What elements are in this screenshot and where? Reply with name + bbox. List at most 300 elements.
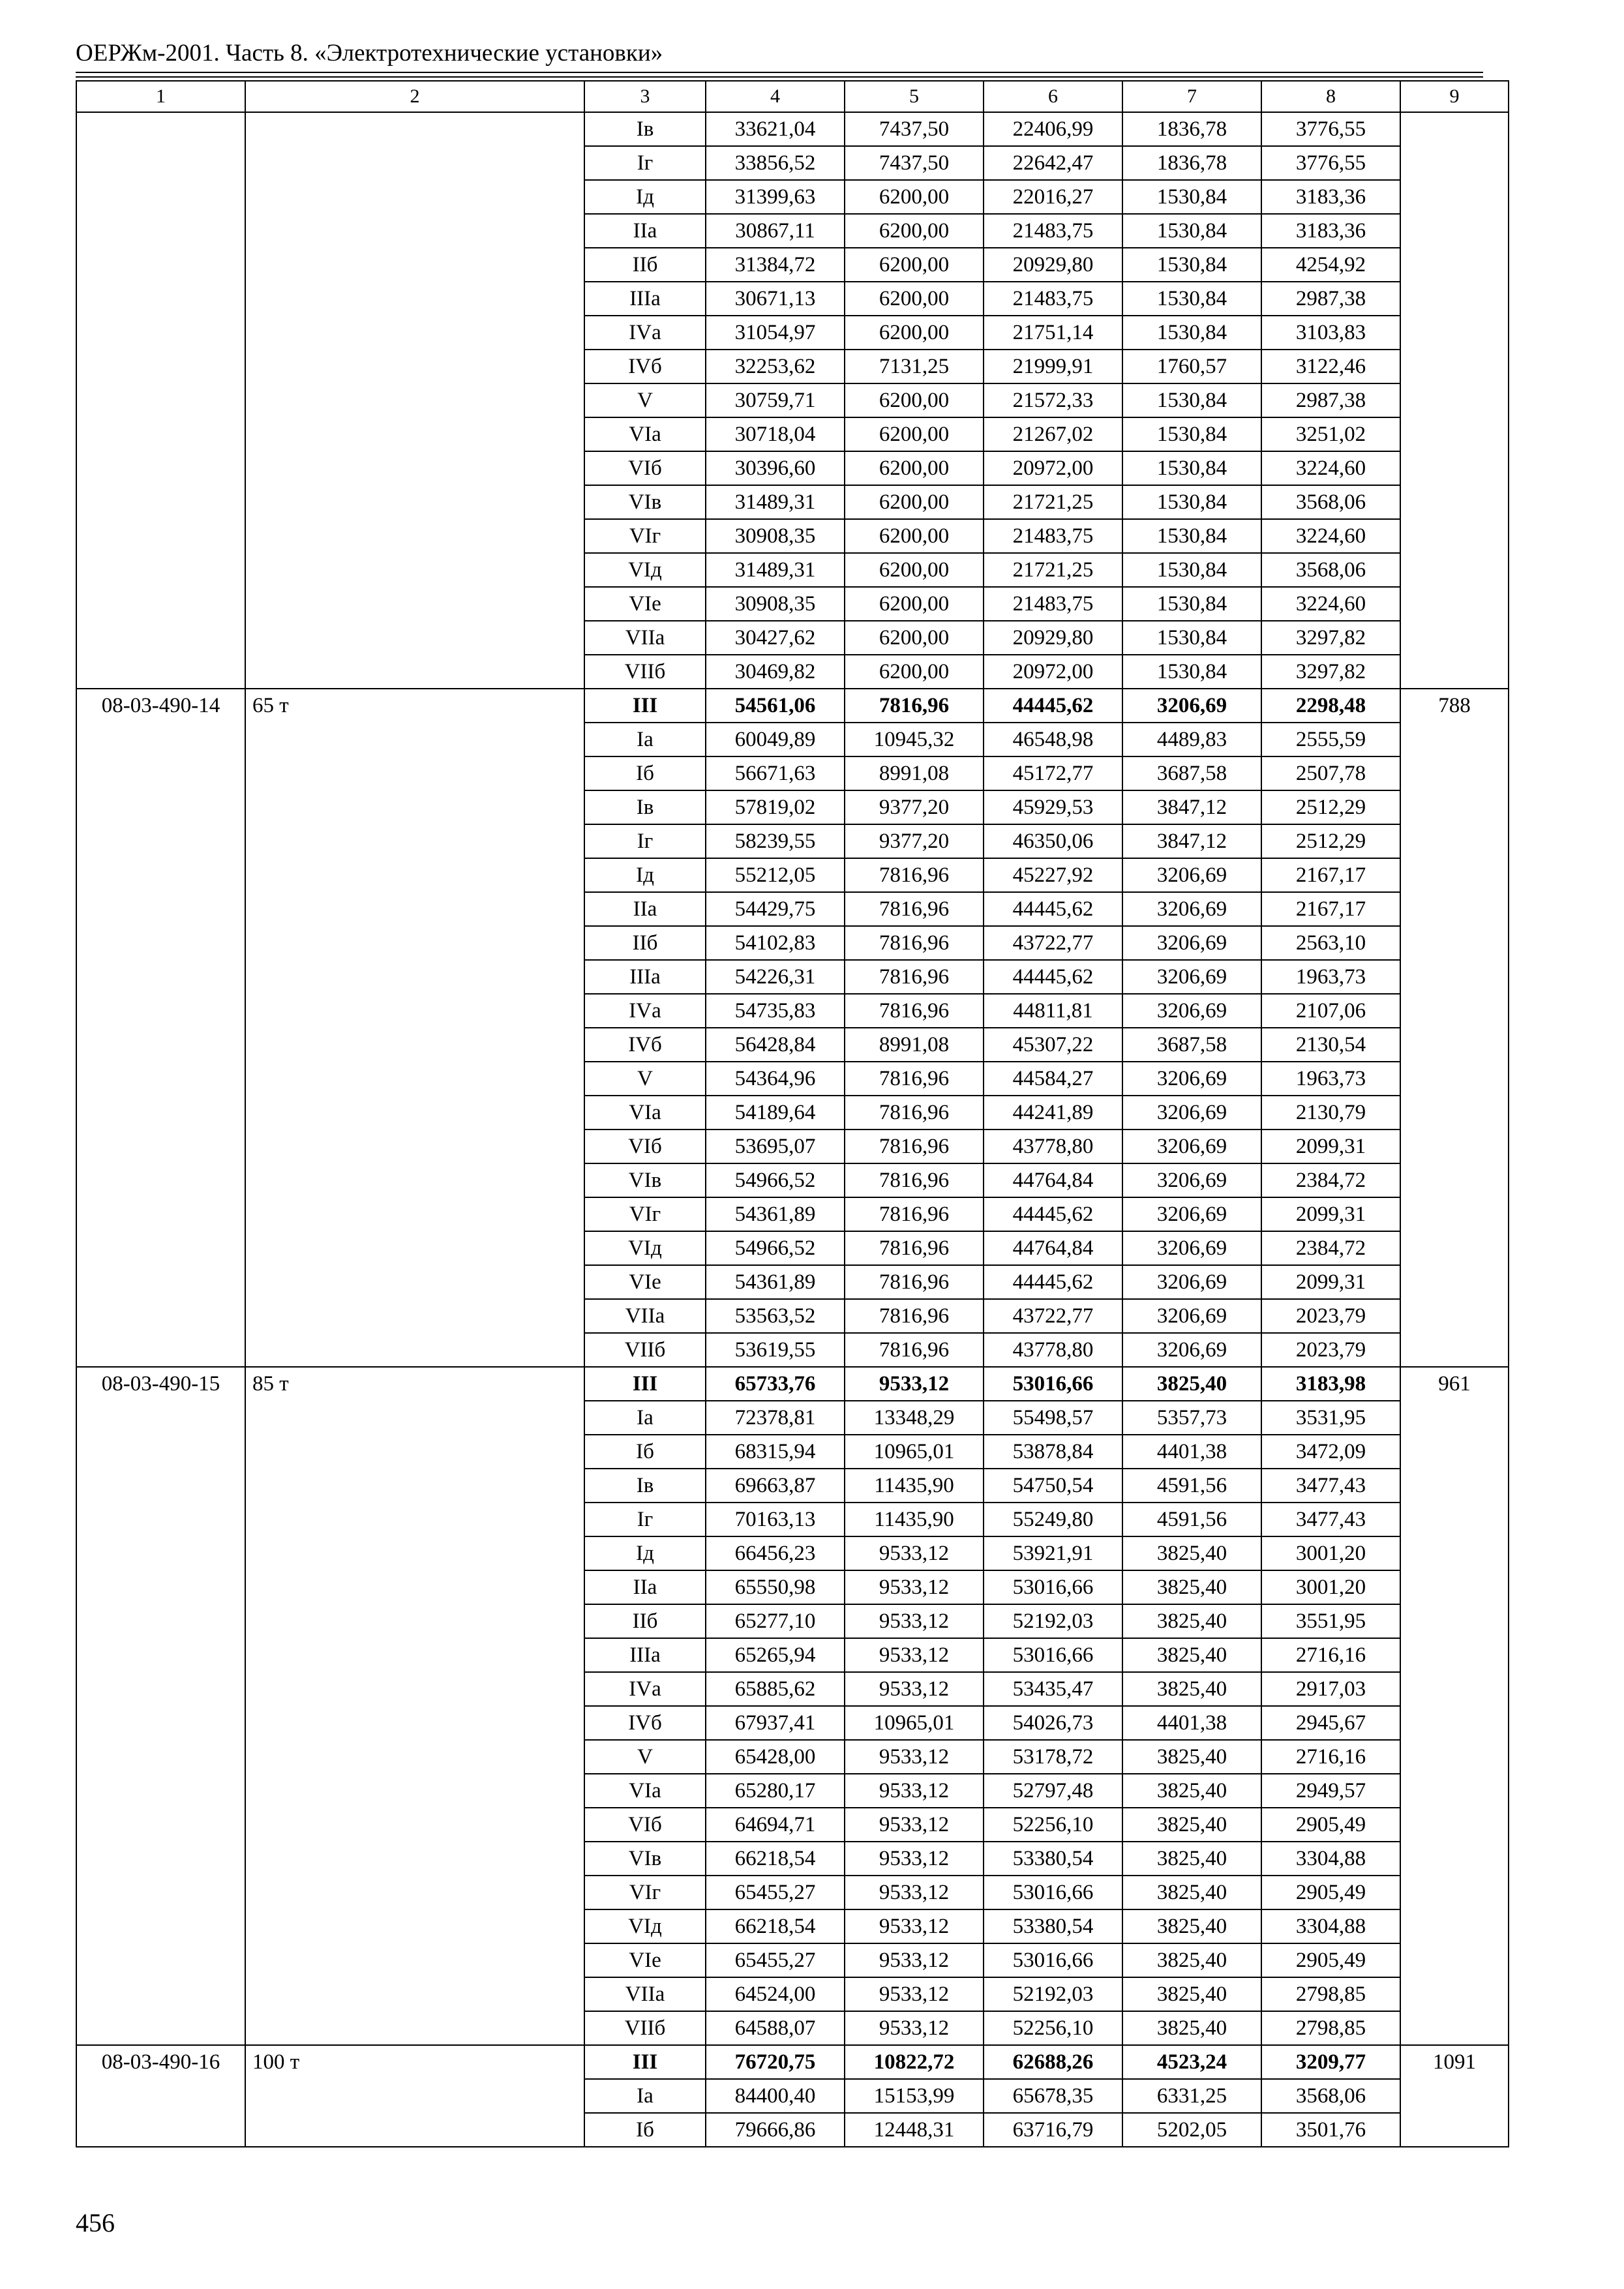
column-number-6: 6: [984, 81, 1122, 112]
zone-cell: IIа: [584, 892, 706, 926]
value-cell-5: 10945,32: [845, 723, 984, 756]
value-cell-5: 9533,12: [845, 1570, 984, 1604]
value-cell-7: 3825,40: [1122, 1638, 1261, 1672]
value-cell-4: 69663,87: [706, 1469, 845, 1503]
value-cell-6: 53016,66: [984, 1876, 1122, 1909]
rate-description-cell: 100 т: [245, 2045, 584, 2147]
value-cell-5: 7816,96: [845, 1265, 984, 1299]
value-cell-6: 44445,62: [984, 1197, 1122, 1231]
zone-cell: VIв: [584, 485, 706, 519]
zone-cell: VIе: [584, 1943, 706, 1977]
zone-cell: VIа: [584, 417, 706, 451]
value-cell-8: 3209,77: [1261, 2045, 1400, 2079]
value-cell-6: 53016,66: [984, 1943, 1122, 1977]
value-cell-8: 2107,06: [1261, 994, 1400, 1028]
value-cell-4: 54361,89: [706, 1265, 845, 1299]
value-cell-7: 3825,40: [1122, 1536, 1261, 1570]
value-cell-5: 10965,01: [845, 1435, 984, 1469]
table-row: [76, 2045, 1509, 2079]
value-cell-7: 1530,84: [1122, 214, 1261, 248]
value-cell-7: 3825,40: [1122, 1876, 1261, 1909]
value-cell-7: 1530,84: [1122, 316, 1261, 350]
value-cell-4: 33621,04: [706, 112, 845, 146]
value-cell-6: 20929,80: [984, 621, 1122, 655]
value-cell-6: 21267,02: [984, 417, 1122, 451]
zone-cell: Iг: [584, 824, 706, 858]
value-cell-8: 3001,20: [1261, 1570, 1400, 1604]
table-row: [76, 1367, 1509, 1401]
value-cell-6: 44445,62: [984, 689, 1122, 723]
value-cell-8: 2949,57: [1261, 1774, 1400, 1808]
column-9-cell: 788: [1400, 689, 1509, 1367]
rate-description-cell: 85 т: [245, 1367, 584, 2045]
value-cell-7: 3206,69: [1122, 1197, 1261, 1231]
value-cell-6: 43722,77: [984, 926, 1122, 960]
value-cell-5: 6200,00: [845, 587, 984, 621]
zone-cell: VIа: [584, 1774, 706, 1808]
value-cell-6: 53016,66: [984, 1638, 1122, 1672]
value-cell-4: 65885,62: [706, 1672, 845, 1706]
value-cell-4: 56428,84: [706, 1028, 845, 1062]
value-cell-6: 21999,91: [984, 350, 1122, 383]
value-cell-7: 4401,38: [1122, 1435, 1261, 1469]
value-cell-5: 7816,96: [845, 926, 984, 960]
value-cell-8: 3224,60: [1261, 451, 1400, 485]
zone-cell: Iб: [584, 2113, 706, 2147]
value-cell-4: 58239,55: [706, 824, 845, 858]
column-number-7: 7: [1122, 81, 1261, 112]
value-cell-6: 55498,57: [984, 1401, 1122, 1435]
value-cell-6: 54026,73: [984, 1706, 1122, 1740]
value-cell-5: 10822,72: [845, 2045, 984, 2079]
value-cell-6: 53380,54: [984, 1842, 1122, 1876]
value-cell-4: 54966,52: [706, 1163, 845, 1197]
zone-cell: IIа: [584, 1570, 706, 1604]
value-cell-5: 9533,12: [845, 1367, 984, 1401]
zone-cell: VIе: [584, 1265, 706, 1299]
value-cell-7: 3825,40: [1122, 1570, 1261, 1604]
value-cell-7: 3847,12: [1122, 790, 1261, 824]
value-cell-4: 54189,64: [706, 1096, 845, 1130]
value-cell-4: 31489,31: [706, 553, 845, 587]
value-cell-7: 3206,69: [1122, 689, 1261, 723]
zone-cell: VIв: [584, 1163, 706, 1197]
value-cell-6: 53878,84: [984, 1435, 1122, 1469]
value-cell-8: 3472,09: [1261, 1435, 1400, 1469]
value-cell-4: 65550,98: [706, 1570, 845, 1604]
value-cell-5: 6200,00: [845, 485, 984, 519]
value-cell-5: 7816,96: [845, 994, 984, 1028]
value-cell-8: 3477,43: [1261, 1469, 1400, 1503]
value-cell-4: 55212,05: [706, 858, 845, 892]
value-cell-5: 9533,12: [845, 1842, 984, 1876]
value-cell-6: 44584,27: [984, 1062, 1122, 1096]
zone-cell: IIб: [584, 926, 706, 960]
value-cell-7: 3206,69: [1122, 1333, 1261, 1367]
zone-cell: VIIб: [584, 2011, 706, 2045]
value-cell-8: 2099,31: [1261, 1130, 1400, 1163]
value-cell-6: 22406,99: [984, 112, 1122, 146]
value-cell-5: 7816,96: [845, 1062, 984, 1096]
value-cell-7: 3206,69: [1122, 892, 1261, 926]
zone-cell: VIа: [584, 1096, 706, 1130]
value-cell-6: 46350,06: [984, 824, 1122, 858]
column-number-4: 4: [706, 81, 845, 112]
zone-cell: VIд: [584, 1909, 706, 1943]
value-cell-5: 9533,12: [845, 2011, 984, 2045]
zone-cell: Iд: [584, 858, 706, 892]
value-cell-6: 44241,89: [984, 1096, 1122, 1130]
value-cell-4: 65277,10: [706, 1604, 845, 1638]
value-cell-4: 54735,83: [706, 994, 845, 1028]
zone-cell: IIIа: [584, 960, 706, 994]
zone-cell: VIIб: [584, 655, 706, 689]
value-cell-5: 9533,12: [845, 1943, 984, 1977]
value-cell-5: 7816,96: [845, 1231, 984, 1265]
zone-cell: V: [584, 1740, 706, 1774]
value-cell-7: 1530,84: [1122, 519, 1261, 553]
value-cell-8: 2384,72: [1261, 1231, 1400, 1265]
zone-cell: IVб: [584, 1028, 706, 1062]
zone-cell: Iг: [584, 1503, 706, 1536]
value-cell-4: 54364,96: [706, 1062, 845, 1096]
value-cell-5: 9377,20: [845, 824, 984, 858]
value-cell-5: 12448,31: [845, 2113, 984, 2147]
value-cell-5: 6200,00: [845, 180, 984, 214]
value-cell-8: 3183,36: [1261, 180, 1400, 214]
value-cell-8: 2798,85: [1261, 2011, 1400, 2045]
value-cell-6: 53380,54: [984, 1909, 1122, 1943]
zone-cell: VIг: [584, 519, 706, 553]
value-cell-6: 52797,48: [984, 1774, 1122, 1808]
value-cell-6: 21721,25: [984, 485, 1122, 519]
value-cell-7: 3687,58: [1122, 756, 1261, 790]
zone-cell: Iа: [584, 723, 706, 756]
column-number-8: 8: [1261, 81, 1400, 112]
rate-code-cell: [76, 112, 245, 689]
zone-cell: IVа: [584, 994, 706, 1028]
value-cell-5: 6200,00: [845, 417, 984, 451]
value-cell-8: 2512,29: [1261, 824, 1400, 858]
value-cell-5: 6200,00: [845, 248, 984, 282]
value-cell-5: 9533,12: [845, 1808, 984, 1842]
zone-cell: VIб: [584, 1808, 706, 1842]
value-cell-4: 65733,76: [706, 1367, 845, 1401]
value-cell-6: 20972,00: [984, 655, 1122, 689]
value-cell-8: 3568,06: [1261, 553, 1400, 587]
value-cell-8: 3103,83: [1261, 316, 1400, 350]
value-cell-7: 3847,12: [1122, 824, 1261, 858]
value-cell-8: 2023,79: [1261, 1333, 1400, 1367]
value-cell-5: 7816,96: [845, 1096, 984, 1130]
value-cell-6: 53921,91: [984, 1536, 1122, 1570]
value-cell-7: 3825,40: [1122, 1604, 1261, 1638]
value-cell-8: 2384,72: [1261, 1163, 1400, 1197]
value-cell-5: 9533,12: [845, 1604, 984, 1638]
value-cell-6: 63716,79: [984, 2113, 1122, 2147]
value-cell-6: 45307,22: [984, 1028, 1122, 1062]
zone-cell: Iд: [584, 180, 706, 214]
value-cell-4: 33856,52: [706, 146, 845, 180]
value-cell-4: 30908,35: [706, 519, 845, 553]
value-cell-8: 3001,20: [1261, 1536, 1400, 1570]
price-table-wrapper: [76, 80, 1509, 2147]
value-cell-6: 52192,03: [984, 1977, 1122, 2011]
value-cell-4: 66218,54: [706, 1909, 845, 1943]
value-cell-6: 20972,00: [984, 451, 1122, 485]
value-cell-4: 30396,60: [706, 451, 845, 485]
zone-cell: V: [584, 383, 706, 417]
zone-cell: VIд: [584, 553, 706, 587]
value-cell-4: 68315,94: [706, 1435, 845, 1469]
value-cell-8: 2130,79: [1261, 1096, 1400, 1130]
zone-cell: Iг: [584, 146, 706, 180]
value-cell-7: 1530,84: [1122, 451, 1261, 485]
rate-description-cell: 65 т: [245, 689, 584, 1367]
value-cell-4: 53695,07: [706, 1130, 845, 1163]
value-cell-5: 13348,29: [845, 1401, 984, 1435]
value-cell-7: 6331,25: [1122, 2079, 1261, 2113]
value-cell-5: 8991,08: [845, 1028, 984, 1062]
zone-cell: VIг: [584, 1197, 706, 1231]
zone-cell: Iб: [584, 1435, 706, 1469]
value-cell-7: 5357,73: [1122, 1401, 1261, 1435]
value-cell-7: 4591,56: [1122, 1503, 1261, 1536]
value-cell-5: 6200,00: [845, 316, 984, 350]
value-cell-7: 1530,84: [1122, 383, 1261, 417]
value-cell-8: 3297,82: [1261, 655, 1400, 689]
value-cell-4: 53619,55: [706, 1333, 845, 1367]
zone-cell: IVа: [584, 316, 706, 350]
value-cell-8: 2507,78: [1261, 756, 1400, 790]
value-cell-8: 2917,03: [1261, 1672, 1400, 1706]
value-cell-5: 7816,96: [845, 689, 984, 723]
value-cell-7: 5202,05: [1122, 2113, 1261, 2147]
zone-cell: Iа: [584, 1401, 706, 1435]
value-cell-5: 9533,12: [845, 1638, 984, 1672]
document-header-title: ОЕРЖм-2001. Часть 8. «Электротехнические установки»: [76, 40, 663, 67]
value-cell-8: 2905,49: [1261, 1876, 1400, 1909]
value-cell-5: 7816,96: [845, 1333, 984, 1367]
zone-cell: III: [584, 689, 706, 723]
zone-cell: IIб: [584, 1604, 706, 1638]
value-cell-5: 6200,00: [845, 621, 984, 655]
zone-cell: Iв: [584, 1469, 706, 1503]
value-cell-5: 6200,00: [845, 383, 984, 417]
value-cell-5: 7816,96: [845, 858, 984, 892]
rate-code-cell: 08-03-490-15: [76, 1367, 245, 2045]
value-cell-5: 8991,08: [845, 756, 984, 790]
value-cell-4: 76720,75: [706, 2045, 845, 2079]
value-cell-8: 3122,46: [1261, 350, 1400, 383]
page-number: 456: [76, 2208, 115, 2237]
zone-cell: VIIа: [584, 621, 706, 655]
value-cell-8: 2023,79: [1261, 1299, 1400, 1333]
value-cell-7: 3206,69: [1122, 1163, 1261, 1197]
value-cell-7: 4591,56: [1122, 1469, 1261, 1503]
value-cell-8: 3776,55: [1261, 146, 1400, 180]
value-cell-6: 21721,25: [984, 553, 1122, 587]
value-cell-7: 1530,84: [1122, 180, 1261, 214]
value-cell-4: 60049,89: [706, 723, 845, 756]
value-cell-8: 2716,16: [1261, 1740, 1400, 1774]
value-cell-4: 67937,41: [706, 1706, 845, 1740]
table-header-row: [76, 81, 1509, 112]
value-cell-7: 3825,40: [1122, 1842, 1261, 1876]
value-cell-5: 9377,20: [845, 790, 984, 824]
value-cell-4: 53563,52: [706, 1299, 845, 1333]
value-cell-5: 10965,01: [845, 1706, 984, 1740]
value-cell-7: 3206,69: [1122, 858, 1261, 892]
value-cell-8: 1963,73: [1261, 1062, 1400, 1096]
value-cell-4: 56671,63: [706, 756, 845, 790]
value-cell-8: 3251,02: [1261, 417, 1400, 451]
value-cell-7: 3206,69: [1122, 1130, 1261, 1163]
zone-cell: VIIа: [584, 1299, 706, 1333]
value-cell-7: 3825,40: [1122, 1367, 1261, 1401]
value-cell-6: 54750,54: [984, 1469, 1122, 1503]
value-cell-5: 7816,96: [845, 1130, 984, 1163]
value-cell-6: 44445,62: [984, 960, 1122, 994]
column-number-5: 5: [845, 81, 984, 112]
zone-cell: VIе: [584, 587, 706, 621]
value-cell-5: 7437,50: [845, 112, 984, 146]
value-cell-6: 43778,80: [984, 1333, 1122, 1367]
value-cell-6: 44764,84: [984, 1163, 1122, 1197]
value-cell-6: 22642,47: [984, 146, 1122, 180]
value-cell-8: 2716,16: [1261, 1638, 1400, 1672]
column-9-cell: 1091: [1400, 2045, 1509, 2147]
value-cell-7: 1530,84: [1122, 248, 1261, 282]
zone-cell: IVб: [584, 350, 706, 383]
value-cell-5: 9533,12: [845, 1909, 984, 1943]
value-cell-6: 44445,62: [984, 1265, 1122, 1299]
value-cell-6: 44811,81: [984, 994, 1122, 1028]
value-cell-5: 6200,00: [845, 214, 984, 248]
value-cell-4: 31399,63: [706, 180, 845, 214]
zone-cell: VIв: [584, 1842, 706, 1876]
value-cell-8: 3776,55: [1261, 112, 1400, 146]
value-cell-7: 1530,84: [1122, 655, 1261, 689]
value-cell-4: 66218,54: [706, 1842, 845, 1876]
value-cell-4: 30759,71: [706, 383, 845, 417]
value-cell-5: 9533,12: [845, 1672, 984, 1706]
value-cell-7: 1836,78: [1122, 112, 1261, 146]
value-cell-6: 55249,80: [984, 1503, 1122, 1536]
value-cell-4: 30908,35: [706, 587, 845, 621]
value-cell-8: 3224,60: [1261, 519, 1400, 553]
value-cell-5: 9533,12: [845, 1536, 984, 1570]
value-cell-8: 2555,59: [1261, 723, 1400, 756]
value-cell-6: 43722,77: [984, 1299, 1122, 1333]
header-rule-bottom: [76, 76, 1483, 78]
value-cell-4: 31054,97: [706, 316, 845, 350]
zone-cell: IVб: [584, 1706, 706, 1740]
value-cell-7: 4489,83: [1122, 723, 1261, 756]
value-cell-7: 3825,40: [1122, 1977, 1261, 2011]
rate-code-cell: 08-03-490-16: [76, 2045, 245, 2147]
zone-cell: VIд: [584, 1231, 706, 1265]
value-cell-7: 4401,38: [1122, 1706, 1261, 1740]
value-cell-8: 2798,85: [1261, 1977, 1400, 2011]
value-cell-7: 1530,84: [1122, 587, 1261, 621]
value-cell-8: 3531,95: [1261, 1401, 1400, 1435]
zone-cell: Iб: [584, 756, 706, 790]
value-cell-7: 1760,57: [1122, 350, 1261, 383]
header-rule-top: [76, 72, 1483, 73]
value-cell-7: 3206,69: [1122, 994, 1261, 1028]
value-cell-4: 30427,62: [706, 621, 845, 655]
value-cell-6: 53178,72: [984, 1740, 1122, 1774]
value-cell-5: 7816,96: [845, 1163, 984, 1197]
value-cell-6: 52256,10: [984, 2011, 1122, 2045]
value-cell-7: 3825,40: [1122, 1774, 1261, 1808]
value-cell-8: 1963,73: [1261, 960, 1400, 994]
value-cell-6: 44445,62: [984, 892, 1122, 926]
value-cell-4: 31384,72: [706, 248, 845, 282]
value-cell-7: 3206,69: [1122, 926, 1261, 960]
value-cell-6: 53435,47: [984, 1672, 1122, 1706]
column-number-2: 2: [245, 81, 584, 112]
value-cell-5: 6200,00: [845, 553, 984, 587]
value-cell-4: 54226,31: [706, 960, 845, 994]
value-cell-7: 1530,84: [1122, 621, 1261, 655]
column-number-3: 3: [584, 81, 706, 112]
value-cell-7: 1530,84: [1122, 282, 1261, 316]
value-cell-7: 3825,40: [1122, 1808, 1261, 1842]
value-cell-4: 65428,00: [706, 1740, 845, 1774]
zone-cell: III: [584, 1367, 706, 1401]
value-cell-7: 3206,69: [1122, 1265, 1261, 1299]
value-cell-5: 9533,12: [845, 1774, 984, 1808]
zone-cell: VIг: [584, 1876, 706, 1909]
zone-cell: IVа: [584, 1672, 706, 1706]
value-cell-5: 6200,00: [845, 655, 984, 689]
value-cell-7: 3206,69: [1122, 1096, 1261, 1130]
value-cell-5: 7816,96: [845, 1197, 984, 1231]
value-cell-5: 9533,12: [845, 1977, 984, 2011]
value-cell-5: 7816,96: [845, 960, 984, 994]
value-cell-4: 32253,62: [706, 350, 845, 383]
value-cell-4: 72378,81: [706, 1401, 845, 1435]
zone-cell: III: [584, 2045, 706, 2079]
value-cell-7: 3825,40: [1122, 2011, 1261, 2045]
value-cell-6: 21483,75: [984, 214, 1122, 248]
value-cell-5: 6200,00: [845, 519, 984, 553]
value-cell-8: 3477,43: [1261, 1503, 1400, 1536]
value-cell-8: 2987,38: [1261, 383, 1400, 417]
value-cell-6: 45929,53: [984, 790, 1122, 824]
value-cell-5: 7816,96: [845, 1299, 984, 1333]
value-cell-6: 45172,77: [984, 756, 1122, 790]
zone-cell: VIб: [584, 1130, 706, 1163]
value-cell-4: 30671,13: [706, 282, 845, 316]
value-cell-8: 3568,06: [1261, 485, 1400, 519]
value-cell-4: 64588,07: [706, 2011, 845, 2045]
value-cell-4: 79666,86: [706, 2113, 845, 2147]
value-cell-7: 3206,69: [1122, 1062, 1261, 1096]
zone-cell: IIIа: [584, 282, 706, 316]
value-cell-8: 3224,60: [1261, 587, 1400, 621]
zone-cell: Iв: [584, 112, 706, 146]
value-cell-6: 43778,80: [984, 1130, 1122, 1163]
value-cell-8: 3183,98: [1261, 1367, 1400, 1401]
value-cell-5: 9533,12: [845, 1740, 984, 1774]
value-cell-6: 53016,66: [984, 1570, 1122, 1604]
value-cell-4: 65280,17: [706, 1774, 845, 1808]
value-cell-6: 21483,75: [984, 282, 1122, 316]
zone-cell: VIIб: [584, 1333, 706, 1367]
